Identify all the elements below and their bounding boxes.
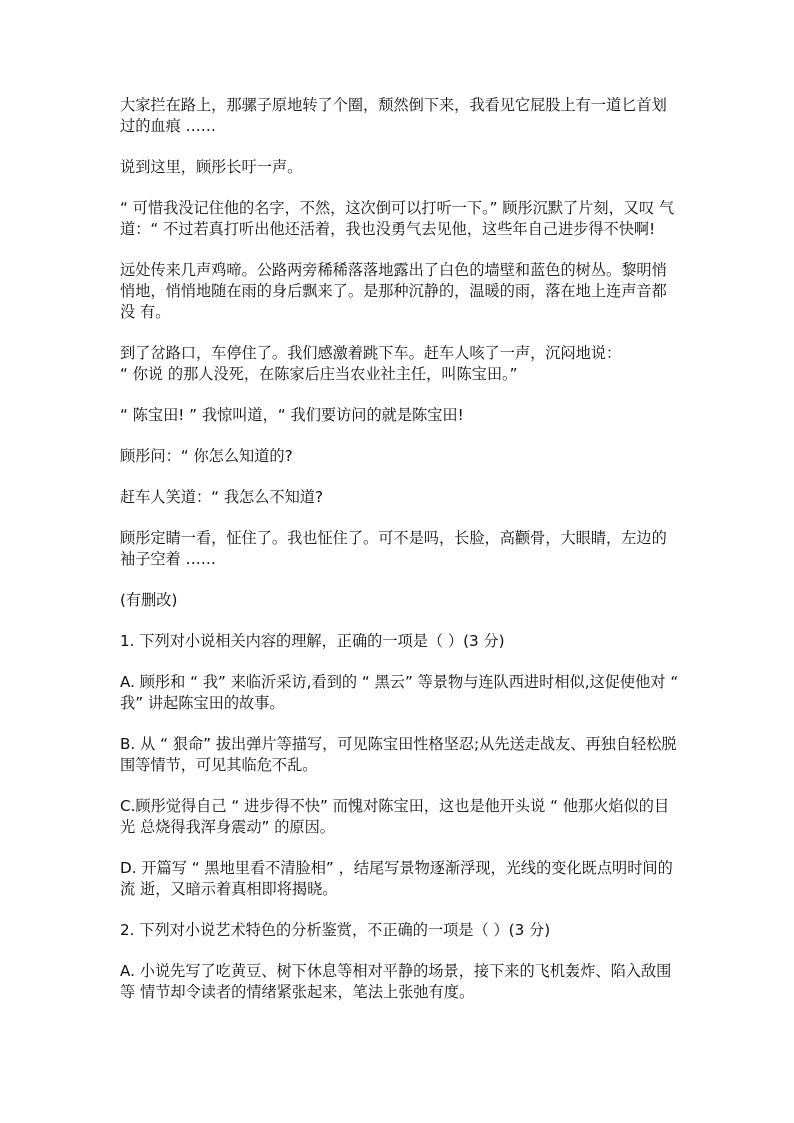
question-1-option-b: B. 从 “ 狠命” 拔出弹片等描写，可见陈宝田性格坚忍;从先送走战友、再独自轻松脱 围等情节，可见其临危不乱。 xyxy=(120,735,677,774)
paragraph-gutong-question: 顾彤问：“ 你怎么知道的? xyxy=(120,447,293,465)
paragraph-dawn-rain: 远处传来几声鸡啼。公路两旁稀稀落落地露出了白色的墙壁和蓝色的树丛。黎明悄 悄地，悄悄地随在雨的身后飘来了。是那种沉静的，温暖的雨，落在地上连声音都没 有。 xyxy=(120,261,667,321)
question-1-option-a: A. 顾彤和 “ 我” 来临沂采访,看到的 “ 黑云” 等景物与连队西进时相似,这促使他对 “ 我” 讲起陈宝田的故事。 xyxy=(120,673,679,712)
paragraph-driver-answer: 赶车人笑道：“ 我怎么不知道? xyxy=(120,488,324,506)
paragraph-gutong-regret: “ 可惜我没记住他的名字，不然，这次倒可以打听一下。” 顾彤沉默了片刻，又叹 气道：“ 不过若真打听出他还活着，我也没勇气去见他，这些年自己进步得不快啊! xyxy=(120,199,675,238)
paragraph-exclaim: “ 陈宝田! ” 我惊叫道，“ 我们要访问的就是陈宝田! xyxy=(120,406,464,424)
paragraph-mule-scene: 大家拦在路上，那骡子原地转了个圈，颓然倒下来，我看见它屁股上有一道匕首划 过的血痕 …… xyxy=(120,96,667,135)
question-1-option-d: D. 开篇写 “ 黑地里看不清脸相” ，结尾写景物逐渐浮现，光线的变化既点明时间的流 逝，又暗示着真相即将揭晓。 xyxy=(120,859,673,898)
paragraph-recognition: 顾彤定睛一看，怔住了。我也怔住了。可不是吗，长脸，高颧骨，大眼睛，左边的 袖子空着 …… xyxy=(120,529,667,568)
paragraph-crossroads: 到了岔路口，车停住了。我们感激着跳下车。赶车人咳了一声，沉闷地说： “ 你说 的那人没死，在陈家后庄当农业社主任，叫陈宝田。” xyxy=(120,344,622,383)
question-1: 1. 下列对小说相关内容的理解，正确的一项是（ ）(3 分) xyxy=(120,632,505,650)
question-1-option-c: C.顾彤觉得自己 “ 进步得不快” 而愧对陈宝田，这也是他开头说 “ 他那火焰似的目光 总烧得我浑身震动” 的原因。 xyxy=(120,797,670,836)
document-page xyxy=(120,95,680,1023)
paragraph-gutong-sigh: 说到这里，顾彤长吁一声。 xyxy=(120,158,303,176)
question-2-option-a: A. 小说先写了吃黄豆、树下休息等相对平静的场景，接下来的飞机轰炸、陷入敌围等 情节却令读者的情绪紧张起来，笔法上张弛有度。 xyxy=(120,962,672,1001)
source-note: (有删改) xyxy=(120,591,178,609)
question-2: 2. 下列对小说艺术特色的分析鉴赏，不正确的一项是（ ）(3 分) xyxy=(120,921,551,939)
